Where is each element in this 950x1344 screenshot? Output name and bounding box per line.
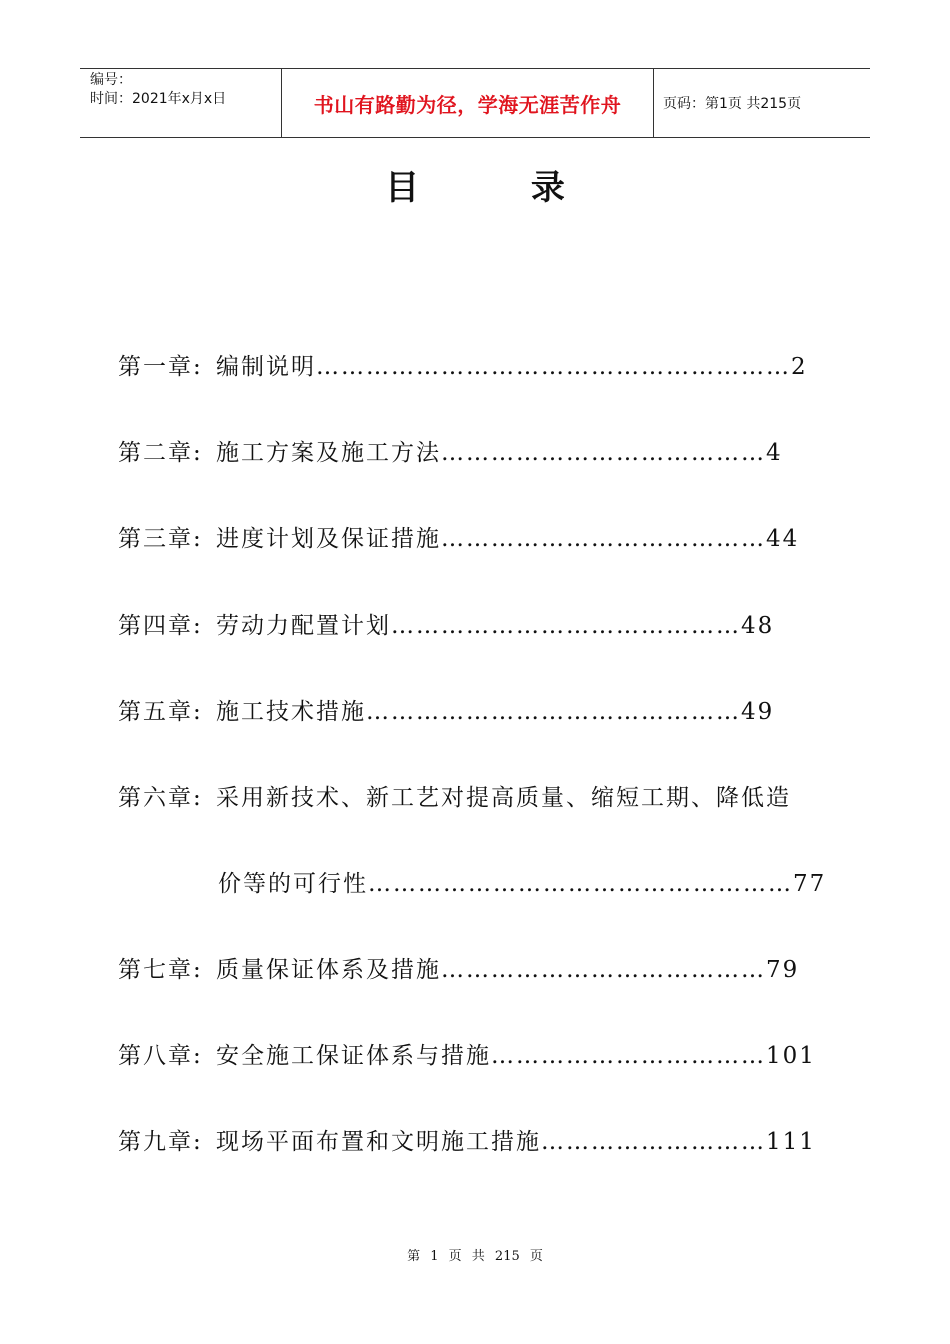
toc-chapter-label: 第九章:: [118, 1129, 203, 1155]
toc-entry[interactable]: [118, 697, 774, 727]
document-number-label: 编号：: [90, 72, 132, 88]
page-footer: 第 1 页 共 215 页: [407, 1249, 543, 1264]
toc-chapter-label: 第二章:: [118, 440, 203, 466]
toc-chapter-label: 第五章:: [118, 699, 203, 725]
toc-entry[interactable]: [118, 1041, 816, 1071]
header-motto-cell: [282, 69, 654, 137]
header-page-info: 页码：第1页 共215页: [663, 96, 802, 112]
toc-chapter-label: 第四章:: [118, 613, 203, 639]
toc-entry-continuation[interactable]: [118, 869, 826, 899]
toc-entry[interactable]: [118, 1127, 816, 1157]
toc-chapter-text: 采用新技术、新工艺对提高质量、缩短工期、降低造: [216, 785, 791, 811]
toc-entry[interactable]: [118, 783, 791, 813]
toc-entry[interactable]: [118, 438, 783, 468]
toc-chapter-text: 进度计划及保证措施…………………………………44: [216, 526, 800, 552]
toc-chapter-text: 安全施工保证体系与措施……………………………101: [216, 1043, 816, 1069]
page-title: 目 录: [385, 168, 615, 208]
header-page-info-cell: [654, 69, 870, 137]
toc-chapter-text: 价等的可行性……………………………………………77: [218, 871, 827, 897]
page-header: [80, 68, 870, 138]
toc-chapter-text: 现场平面布置和文明施工措施………………………111: [216, 1129, 816, 1155]
document-time-label: 时间：2021年x月x日: [90, 91, 227, 107]
toc-entry[interactable]: [118, 611, 774, 641]
toc-chapter-text: 劳动力配置计划……………………………………48: [216, 613, 775, 639]
toc-entry[interactable]: [118, 955, 799, 985]
toc-chapter-label: 第六章:: [118, 785, 203, 811]
header-meta: [80, 69, 282, 137]
toc-chapter-label: 第七章:: [118, 957, 203, 983]
header-motto: 书山有路勤为径，学海无涯苦作舟: [313, 92, 622, 117]
toc-chapter-label: 第一章:: [118, 354, 203, 380]
toc-chapter-text: 编制说明…………………………………………………2: [216, 354, 808, 380]
toc-chapter-label: 第八章:: [118, 1043, 203, 1069]
toc-chapter-text: 质量保证体系及措施…………………………………79: [216, 957, 800, 983]
toc-chapter-label: 第三章:: [118, 526, 203, 552]
toc-chapter-text: 施工方案及施工方法…………………………………4: [216, 440, 783, 466]
toc-entry[interactable]: [118, 524, 799, 554]
toc-entry[interactable]: [118, 352, 808, 382]
toc-chapter-text: 施工技术措施………………………………………49: [216, 699, 775, 725]
